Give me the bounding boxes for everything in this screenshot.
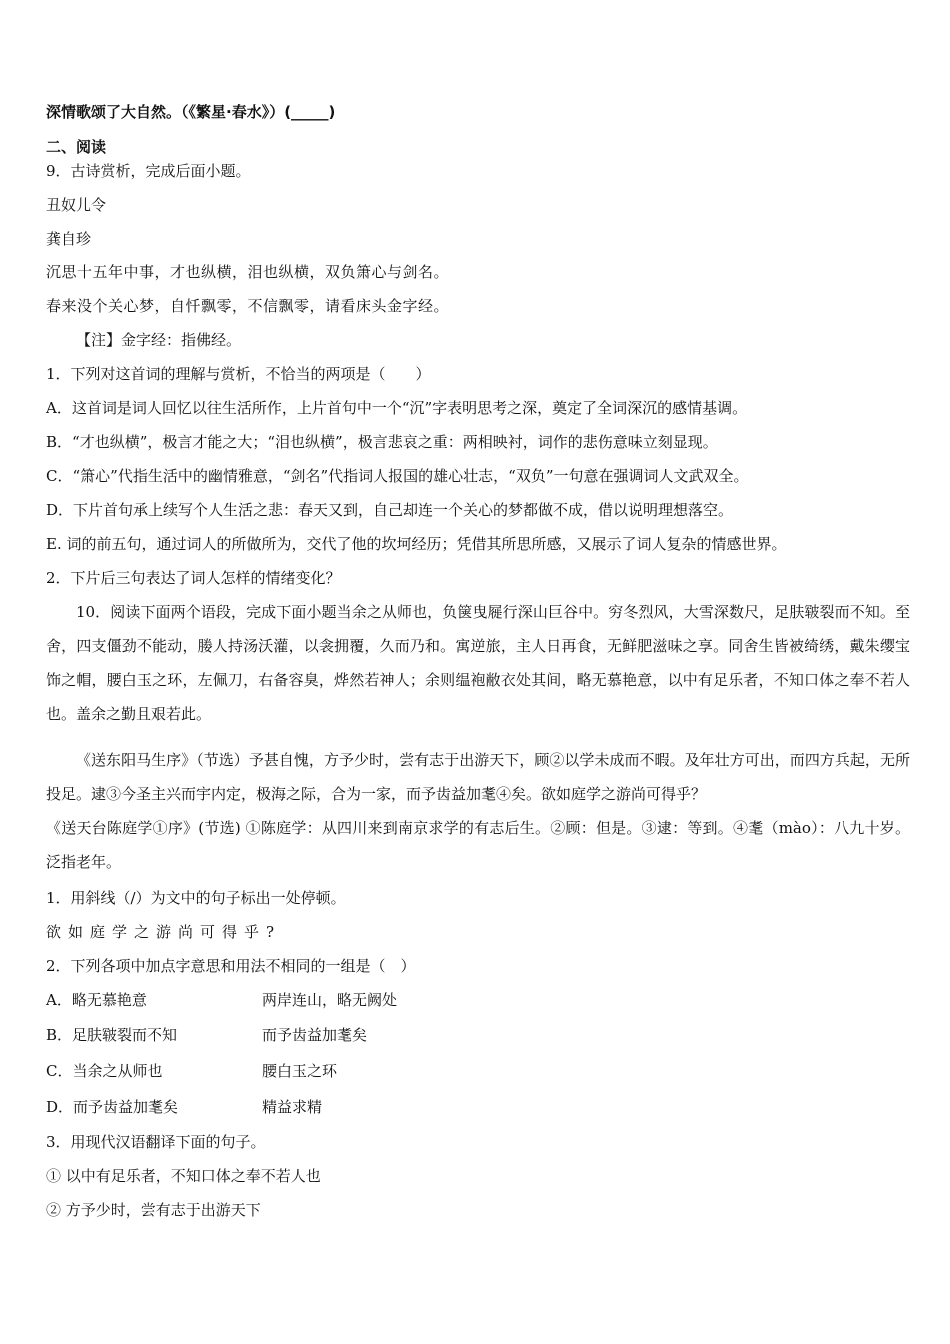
q10-translate-1: ① 以中有足乐者，不知口体之奉不若人也 — [46, 1167, 321, 1185]
q10-option-a — [46, 990, 910, 1010]
q9-sub1: 1．下列对这首词的理解与赏析，不恰当的两项是（ ） — [46, 365, 431, 383]
q9-option-b: B．“才也纵横”，极言才能之大；“泪也纵横”，极言悲哀之重：两相映衬，词作的悲伤意味立刻显现。 — [46, 433, 718, 451]
q9-option-d: D．下片首句承上续写个人生活之悲：春天又到，自己却连一个关心的梦都做不成，借以说明理想落空。 — [46, 501, 734, 519]
q10-sub1: 1．用斜线（/）为文中的句子标出一处停顿。 — [46, 889, 346, 907]
q9-option-c: C．“箫心”代指生活中的幽情雅意，“剑名”代指词人报国的雄心壮志，“双负”一句意在强调词人文武双全。 — [46, 467, 749, 485]
prev-question-tail: 深情歌颂了大自然。（《繁星·春水》）(_____) — [46, 103, 336, 121]
q10-option-c-right: 腰白玉之环 — [262, 1062, 338, 1080]
q9-intro: 9．古诗赏析，完成后面小题。 — [46, 162, 251, 180]
q10-option-a-right: 两岸连山，略无阙处 — [262, 991, 398, 1009]
q10-sub1-sentence: 欲如庭学之游尚可得乎? — [46, 923, 282, 941]
section-title: 二、阅读 — [46, 138, 107, 156]
poem-line-1: 沉思十五年中事，才也纵横，泪也纵横，双负箫心与剑名。 — [46, 263, 450, 281]
q10-passage-2: 《送东阳马生序》（节选）予甚自愧，方予少时，尝有志于出游天下，顾②以学未成而不暇。及年壮方可出，而四方兵起，无所投足。逮③今圣主兴而宇内定，极海之际，合为一家，而予齿益加耄④矣。欲如庭学之游尚可得乎？ — [46, 751, 910, 803]
q10-option-d-left: D．而予齿益加耄矣 — [46, 1098, 179, 1116]
q9-sub2: 2．下片后三句表达了词人怎样的情绪变化？ — [46, 569, 341, 587]
q10-sub3: 3．用现代汉语翻译下面的句子。 — [46, 1133, 266, 1151]
q10-option-d-right: 精益求精 — [262, 1098, 323, 1116]
q10-passage-1: 10．阅读下面两个语段，完成下面小题当余之从师也，负箧曳屣行深山巨谷中。穷冬烈风，大雪深数尺，足肤皲裂而不知。至舍，四支僵劲不能动，媵人持汤沃灌，以衾拥覆，久而乃和。寓逆旅，主人日再食，无鲜肥滋味之享。同舍生皆被绮绣，戴朱缨宝饰之帽，腰白玉之环，左佩刀，右备容臭，烨然若神人；余则缊袍敝衣处其间，略无慕艳意，以中有足乐者，不知口体之奉不若人也。盖余之勤且艰若此。 — [46, 603, 910, 723]
q10-sub2: 2．下列各项中加点字意思和用法不相同的一组是（ ） — [46, 957, 416, 975]
poem-author: 龚自珍 — [46, 230, 92, 248]
q10-option-b-left: B．足肤皲裂而不知 — [46, 1026, 178, 1044]
q10-option-c-left: C．当余之从师也 — [46, 1062, 163, 1080]
q10-translate-2: ② 方予少时，尝有志于出游天下 — [46, 1201, 261, 1219]
q10-option-c — [46, 1061, 910, 1081]
q10-option-d — [46, 1097, 910, 1117]
q9-option-a: A．这首词是词人回忆以往生活所作，上片首句中一个“沉”字表明思考之深，奠定了全词深沉的感情基调。 — [46, 399, 748, 417]
q10-option-b — [46, 1025, 910, 1045]
q10-option-a-left: A．略无慕艳意 — [46, 991, 147, 1009]
q9-option-e: E. 词的前五句，通过词人的所做所为，交代了他的坎坷经历；凭借其所思所感，又展示了词人复杂的情感世界。 — [46, 535, 787, 553]
poem-title: 丑奴儿令 — [46, 196, 107, 214]
q10-source-notes: 《送天台陈庭学①序》(节选) ①陈庭学：从四川来到南京求学的有志后生。②顾：但是。③逮：等到。④耄（mào）：八九十岁。泛指老年。 — [46, 819, 910, 871]
q10-option-b-right: 而予齿益加耄矣 — [262, 1026, 368, 1044]
poem-note: 【注】金字经：指佛经。 — [76, 331, 242, 349]
poem-line-2: 春来没个关心梦，自忏飘零，不信飘零，请看床头金字经。 — [46, 297, 450, 315]
